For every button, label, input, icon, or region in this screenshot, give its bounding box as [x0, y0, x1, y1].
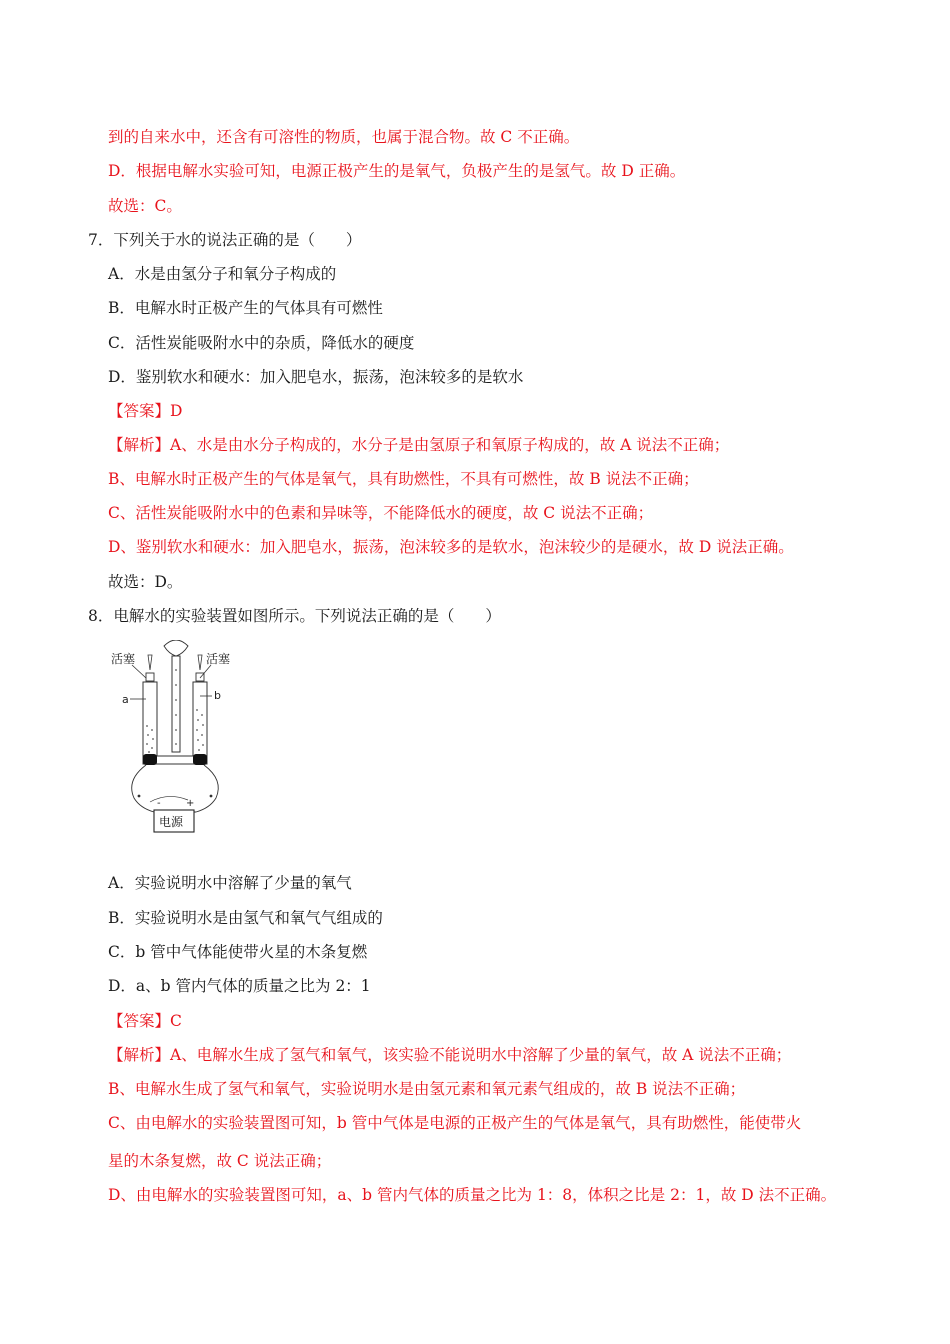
label-a: a	[122, 693, 129, 706]
q8-option-a: A．实验说明水中溶解了少量的氧气	[108, 874, 352, 892]
q7-stem: 7．下列关于水的说法正确的是（ ）	[88, 231, 362, 249]
q7-analysis-1: 【解析】A、水是由水分子构成的，水分子是由氢原子和氧原子构成的，故 A 说法不正确；	[108, 436, 730, 454]
q8-option-c: C．b 管中气体能使带火星的木条复燃	[108, 943, 368, 961]
q7-answer: 【答案】D	[108, 402, 183, 420]
label-minus: -	[157, 798, 161, 809]
q7-analysis-2: B、电解水时正极产生的气体是氧气，具有助燃性，不具有可燃性，故 B 说法不正确；	[108, 470, 699, 488]
q7-analysis-4: D、鉴别软水和硬水：加入肥皂水，振荡，泡沫较多的是软水，泡沫较少的是硬水，故 D 说法正确。	[108, 538, 794, 556]
label-power: 电源	[159, 815, 184, 829]
q7-option-b: B．电解水时正极产生的气体具有可燃性	[108, 299, 383, 317]
q6-tail-line-1: 到的自来水中，还含有可溶性的物质，也属于混合物。故 C 不正确。	[108, 128, 580, 146]
q7-analysis-3: C、活性炭能吸附水中的色素和异味等，不能降低水的硬度，故 C 说法不正确；	[108, 504, 654, 522]
q8-analysis-2: B、电解水生成了氢气和氧气，实验说明水是由氢元素和氧元素气组成的，故 B 说法不正确；	[108, 1080, 746, 1098]
label-left-valve: 活塞	[111, 652, 136, 666]
q8-analysis-5: D、由电解水的实验装置图可知，a、b 管内气体的质量之比为 1：8，体积之比是 2：1，故 D 法不正确。	[108, 1186, 837, 1204]
q6-choice: 故选：C。	[108, 197, 182, 215]
q7-choice: 故选：D。	[108, 573, 183, 591]
label-right-valve: 活塞	[206, 652, 231, 666]
q8-stem: 8．电解水的实验装置如图所示。下列说法正确的是（ ）	[88, 607, 501, 625]
q7-option-d: D．鉴别软水和硬水：加入肥皂水，振荡，泡沫较多的是软水	[108, 368, 524, 386]
q7-option-a: A．水是由氢分子和氧分子构成的	[108, 265, 337, 283]
q8-answer: 【答案】C	[108, 1012, 182, 1030]
q8-option-d: D．a、b 管内气体的质量之比为 2：1	[108, 977, 371, 995]
q6-tail-line-2: D．根据电解水实验可知，电源正极产生的是氧气，负极产生的是氢气。故 D 正确。	[108, 162, 686, 180]
label-plus: +	[186, 798, 195, 809]
q8-option-b: B．实验说明水是由氢气和氧气气组成的	[108, 909, 383, 927]
label-b: b	[214, 689, 221, 702]
q8-analysis-4: 星的木条复燃，故 C 说法正确；	[108, 1152, 332, 1170]
q8-analysis-3: C、由电解水的实验装置图可知，b 管中气体是电源的正极产生的气体是氧气，具有助燃性，能使带火	[108, 1114, 802, 1132]
electrolysis-apparatus-figure	[108, 640, 244, 840]
q8-analysis-1: 【解析】A、电解水生成了氢气和氧气，该实验不能说明水中溶解了少量的氧气，故 A 说法不正确；	[108, 1046, 792, 1064]
q7-option-c: C．活性炭能吸附水中的杂质，降低水的硬度	[108, 334, 415, 352]
